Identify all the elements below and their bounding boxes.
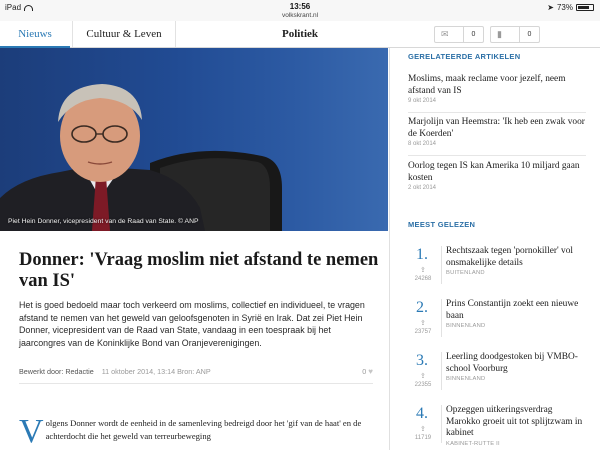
related-item-date: 8 okt 2014 (408, 141, 437, 147)
address-url[interactable]: volkskrant.nl (281, 12, 319, 19)
divider (408, 112, 586, 113)
battery-percent: 73% (556, 3, 573, 12)
article-body-text: olgens Donner wordt de eenheid in de samenleving bedreigd door het 'gif van de haat' en de achterdocht die het geweld van terreurbeweging (45, 418, 362, 441)
bookmark-icon: ▮ (497, 29, 502, 39)
status-bar (0, 0, 600, 21)
article (0, 231, 383, 450)
rank-number: 1. (416, 246, 428, 263)
battery-icon (576, 4, 594, 11)
tab-nieuws[interactable]: Nieuws (0, 21, 70, 48)
share-icon[interactable]: ⇪ (420, 320, 426, 327)
status-time: 13:56 (289, 2, 311, 11)
like-count: 0 (362, 367, 367, 376)
divider (441, 405, 442, 443)
related-item[interactable] (408, 117, 586, 147)
view-count: 23757 (414, 329, 432, 335)
most-read-item[interactable] (408, 352, 588, 404)
article-meta (19, 367, 373, 376)
byline: Bewerkt door: Redactie (19, 367, 94, 376)
status-right (547, 3, 594, 12)
sidebar (390, 48, 600, 450)
related-item-title: Moslims, maak reclame voor jezelf, neem afstand van IS (408, 74, 566, 96)
view-count: 24268 (414, 276, 432, 282)
divider (19, 383, 373, 384)
view-count: 22355 (414, 382, 432, 388)
tab-cultuur-leven[interactable]: Cultuur & Leven (72, 21, 176, 47)
article-body (19, 413, 373, 450)
share-icon[interactable]: ⇪ (420, 267, 426, 274)
most-read-item[interactable] (408, 405, 588, 450)
related-item-date: 9 okt 2014 (408, 98, 437, 104)
comments-count: 0 (463, 27, 483, 42)
related-item-title: Marjolijn van Heemstra: 'Ik heb een zwak voor de Koerden' (408, 117, 585, 139)
nav-actions (434, 26, 540, 43)
hero-illustration (0, 48, 388, 231)
most-read-item-title: Leerling doodgestoken bij VMBO-school Voorburg (446, 352, 578, 374)
related-title: GERELATEERDE ARTIKELEN (408, 52, 521, 61)
article-lead: Het is goed bedoeld maar toch verkeerd om moslims, collectief en individueel, te vragen afstand te nemen van het geweld van geloofsgenoten in Syrië en Irak. Dat zei Piet Hein Donner, vicepresident van de Raad van State, vandaag in een toespraak bij het jaarcongres van de Koninklijke Bond van Oranjeverenigingen. (19, 300, 365, 348)
comment-icon: ✉ (441, 29, 449, 39)
publish-date: 11 oktober 2014, 13:14 Bron: ANP (101, 367, 211, 376)
most-read-item-title: Prins Constantijn zoekt een nieuwe baan (446, 299, 579, 321)
hero-photo (0, 48, 388, 231)
rank-number: 3. (416, 352, 428, 369)
share-icon[interactable]: ⇪ (420, 373, 426, 380)
most-read-item-category: BUITENLAND (446, 270, 485, 276)
related-item[interactable] (408, 74, 586, 104)
divider (441, 299, 442, 337)
share-icon[interactable]: ⇪ (420, 426, 426, 433)
section-nav (0, 21, 600, 48)
most-read-item-category: BINNENLAND (446, 323, 486, 329)
most-read-item-title: Opzeggen uitkeringsverdrag Marokko groeit uit tot splijtzwam in kabinet (446, 405, 583, 438)
like-button[interactable] (362, 367, 373, 376)
most-read-item-title: Rechtszaak tegen 'pornokiller' vol onsmakelijke details (446, 246, 574, 268)
saved-count: 0 (519, 27, 539, 42)
heart-icon: ♥ (368, 367, 373, 376)
most-read-item[interactable] (408, 246, 588, 298)
rank-number: 4. (416, 405, 428, 422)
related-item-title: Oorlog tegen IS kan Amerika 10 miljard gaan kosten (408, 161, 580, 183)
most-read-item-category: KABINET-RUTTE II (446, 441, 500, 447)
divider (408, 155, 586, 156)
most-read-item[interactable] (408, 299, 588, 351)
article-headline: Donner: 'Vraag moslim niet afstand te nemen van IS' (19, 250, 379, 291)
photo-caption: Piet Hein Donner, vicepresident van de Raad van State. © ANP (8, 218, 199, 225)
device-label: iPad (5, 3, 22, 12)
divider (441, 246, 442, 284)
drop-cap: V (19, 413, 44, 450)
most-read-item-category: BINNENLAND (446, 376, 486, 382)
divider (441, 352, 442, 390)
comments-button[interactable] (434, 26, 484, 43)
related-item[interactable] (408, 161, 586, 191)
most-read-title: MEEST GELEZEN (408, 220, 476, 229)
related-item-date: 2 okt 2014 (408, 185, 437, 191)
view-count: 11719 (414, 435, 432, 441)
bookmark-button[interactable] (490, 26, 540, 43)
location-icon: ➤ (547, 3, 554, 12)
tab-politiek[interactable]: Politiek (281, 28, 319, 40)
rank-number: 2. (416, 299, 428, 316)
